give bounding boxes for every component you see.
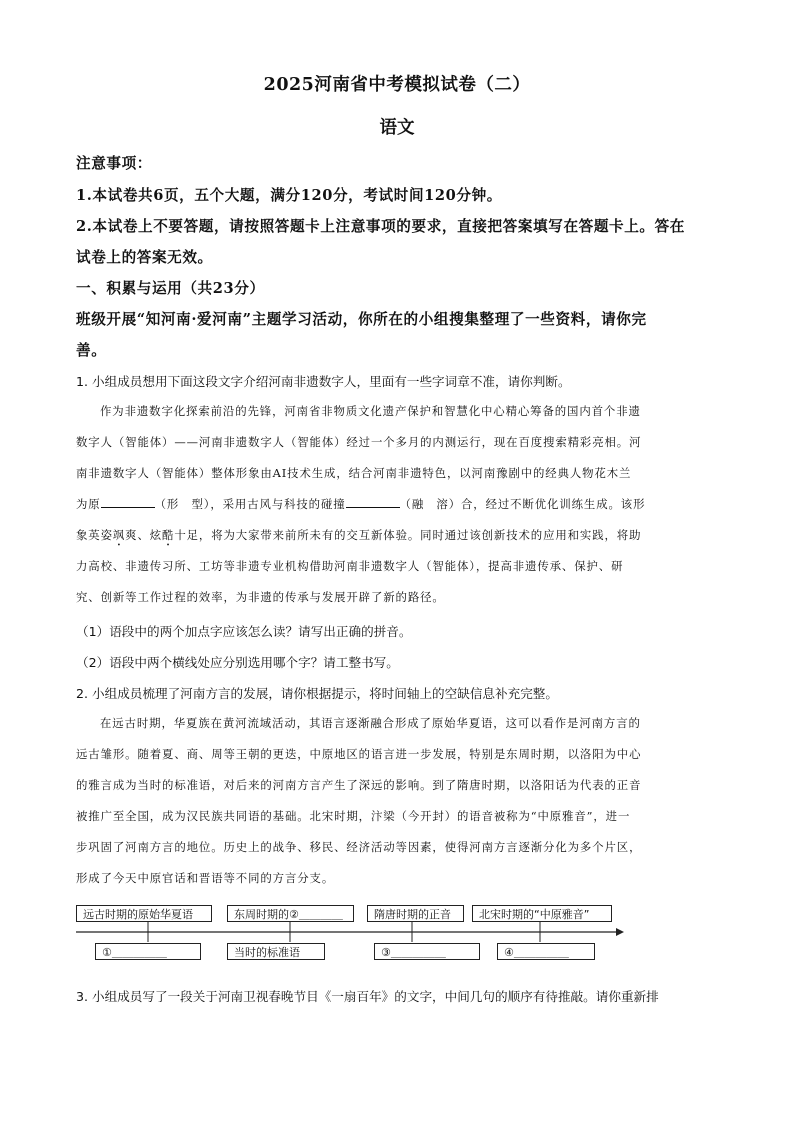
notes-item-1: 1.本试卷共6页，五个大题，满分120分，考试时间120分钟。 [76,187,502,204]
q2-passage-line: 在远古时期，华夏族在黄河流域活动，其语言逐渐融合形成了原始华夏语，这可以看作是河南方言的 [100,716,641,730]
q1-passage-line: 象英姿飒爽、炫酷十足，将为大家带来前所未有的交互新体验。同时通过该创新技术的应用和实践，将助 [76,528,642,542]
section-intro: 班级开展“知河南·爱河南”主题学习活动，你所在的小组搜集整理了一些资料，请你完 [76,311,647,328]
notes-item-2-cont: 试卷上的答案无效。 [76,249,213,266]
q1-passage-line: 究、创新等工作过程的效率，为非遗的传承与发展开辟了新的路径。 [76,590,445,604]
question-1-sub-1: （1）语段中的两个加点字应该怎么读？请写出正确的拼音。 [76,624,412,639]
exam-title: 2025河南省中考模拟试卷（二） [263,75,531,95]
q1-passage-line: 作为非遗数字化探索前沿的先锋，河南省非物质文化遗产保护和智慧化中心精心筹备的国内首个非遗 [100,404,641,418]
exam-subject: 语文 [379,118,415,138]
notes-item-2: 2.本试卷上不要答题，请按照答题卡上注意事项的要求，直接把答案填写在答题卡上。答在 [76,218,685,235]
dotted-char: 酷 [162,528,175,542]
dotted-char: 飒 [112,528,126,542]
section-intro-cont: 善。 [76,342,107,359]
timeline-box-top: 远古时期的原始华夏语 [76,905,212,922]
question-1-stem: 1. 小组成员想用下面这段文字介绍河南非遗数字人，里面有一些字词章不准，请你判断。 [76,374,571,389]
q2-passage-line: 被推广至全国，成为汉民族共同语的基础。北宋时期，汴梁（今开封）的语音被称为“中原雅音”，进一 [76,809,631,823]
q1-passage-line: 力高校、非遗传习所、工坊等非遗专业机构借助河南非遗数字人（智能体），提高非遗传承、保护、研 [76,559,624,573]
timeline-box-bottom: ①＿＿＿＿＿ [95,943,201,960]
question-3-stem: 3. 小组成员写了一段关于河南卫视春晚节目《一扇百年》的文字，中间几句的顺序有待推敲。请你重新排 [76,989,659,1004]
q2-passage-line: 远古雏形。随着夏、商、周等王朝的更迭，中原地区的语言进一步发展，特别是东周时期，以洛阳为中心 [76,747,642,761]
q2-passage-line: 的雅言成为当时的标准语，对后来的河南方言产生了深远的影响。到了隋唐时期，以洛阳话为代表的正音 [76,778,642,792]
question-2-stem: 2. 小组成员梳理了河南方言的发展，请你根据提示，将时间轴上的空缺信息补充完整。 [76,686,558,701]
notes-heading: 注意事项： [76,155,152,172]
timeline-box-bottom: ④＿＿＿＿＿ [497,943,595,960]
q1-passage-line: 南非遗数字人（智能体）整体形象由AI技术生成，结合河南非遗特色，以河南豫剧中的经典人物花木兰 [76,466,632,480]
timeline-box-top: 北宋时期的“中原雅音” [472,905,612,922]
question-1-sub-2: （2）语段中两个横线处应分别选用哪个字？请工整书写。 [76,655,399,670]
timeline-box-bottom: ③＿＿＿＿＿ [374,943,480,960]
section-heading: 一、积累与运用（共23分） [76,280,265,297]
q1-passage-line: 为原 （形 型），采用古风与科技的碰撞 （融 溶）合，经过不断优化训练生成。该形 [76,497,646,511]
timeline-box-top: 隋唐时期的正音 [367,905,464,922]
timeline-box-bottom: 当时的标准语 [227,943,325,960]
timeline-box-top: 东周时期的②＿＿＿＿ [227,905,354,922]
q2-passage-line: 形成了今天中原官话和晋语等不同的方言分支。 [76,871,335,885]
q2-passage-line: 步巩固了河南方言的地位。历史上的战争、移民、经济活动等因素，使得河南方言逐渐分化为多个片区， [76,840,642,854]
q1-passage-line: 数字人（智能体）——河南非遗数字人（智能体）经过一个多月的内测运行，现在百度搜索精彩亮相。河 [76,435,642,449]
